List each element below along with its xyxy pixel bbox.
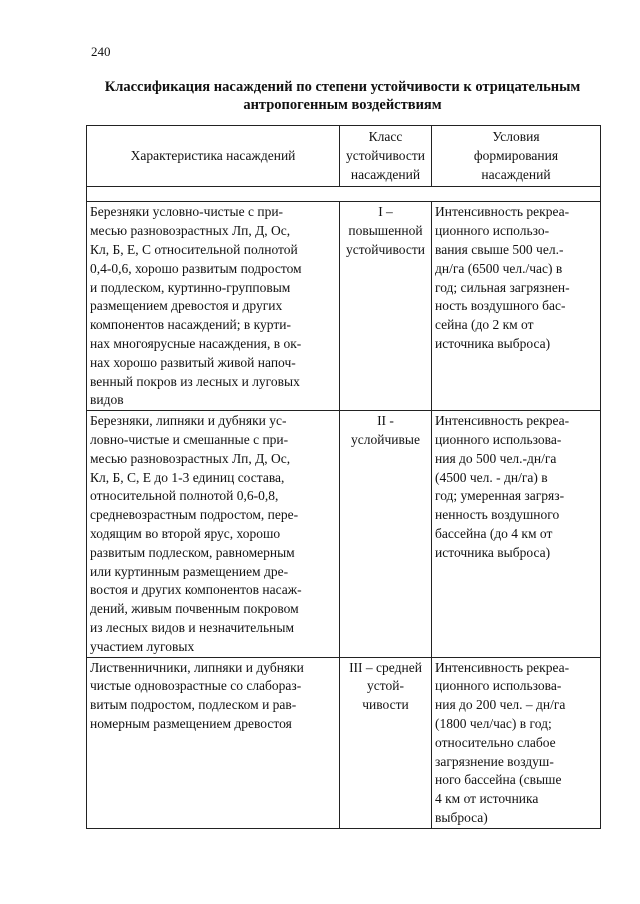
table-row	[87, 411, 601, 657]
characteristic-cell: Березняки, липняки и дубняки ус- ловно-чистые и смешанные с при- месью разновозрастных Лп, Д, Ос, Кл, Б, С, Е до 1-3 единиц состава, относительной полнотой 0,6-0,8, средневозрастным подростом, пере- ходящим во второй ярус, хорошо развитым подлеском, равномерным или куртинным размещением дре- востоя и других компонентов насаж- дений, живым почвенным покровом из лесных видов и незначительным участием луговых	[87, 411, 340, 657]
table-row	[87, 657, 601, 828]
page-number: 240	[91, 44, 111, 59]
stability-class-cell: III – средней устой- чивости	[340, 657, 432, 828]
document-title-line-1: Классификация насаждений по степени устойчивости к отрицательным	[104, 79, 581, 95]
characteristic-cell: Лиственничники, липняки и дубняки чистые одновозрастные со слабораз- витым подростом, подлеском и рав- номерным размещением древостоя	[87, 657, 340, 828]
characteristic-cell: Березняки условно-чистые с при- месью разновозрастных Лп, Д, Ос, Кл, Б, Е, С относительной полнотой 0,4-0,6, хорошо развитым подростом и подлеском, куртинно-групповым размещением древостоя и других компонентов насаждений; в курти- нах многоярусные насаждения, в ок- нах хорошо развитый живой напоч- венный покров из лесных и луговых видов	[87, 202, 340, 411]
classification-table	[86, 125, 601, 829]
stability-class-cell: II - услойчивые	[340, 411, 432, 657]
stability-class-cell: I – повышенной устойчивости	[340, 202, 432, 411]
table-row	[87, 202, 601, 411]
document-title	[80, 78, 605, 114]
conditions-cell: Интенсивность рекреа- ционного использова- ния до 500 чел.-дн/га (4500 чел. - дн/га) в год; умеренная загряз- ненность воздушного бассейна (до 4 км от источника выброса)	[432, 411, 601, 657]
table-spacer-row	[87, 187, 601, 202]
conditions-cell: Интенсивность рекреа- ционного использо- вания свыше 500 чел.- дн/га (6500 чел./час) в год; сильная загрязнен- ность воздушного бас- сейна (до 2 км от источника выброса)	[432, 202, 601, 411]
header-conditions: Условия формирования насаждений	[432, 126, 601, 187]
header-stability-class: Класс устойчивости насаждений	[340, 126, 432, 187]
spacer-cell	[87, 187, 601, 202]
header-characteristic: Характеристика насаждений	[87, 126, 340, 187]
table-header-row	[87, 126, 601, 187]
document-title-line-2: антропогенным воздействиям	[243, 97, 442, 113]
conditions-cell: Интенсивность рекреа- ционного использова- ния до 200 чел. – дн/га (1800 чел/час) в год; относительно слабое загрязнение воздуш- ного бассейна (свыше 4 км от источника выброса)	[432, 657, 601, 828]
